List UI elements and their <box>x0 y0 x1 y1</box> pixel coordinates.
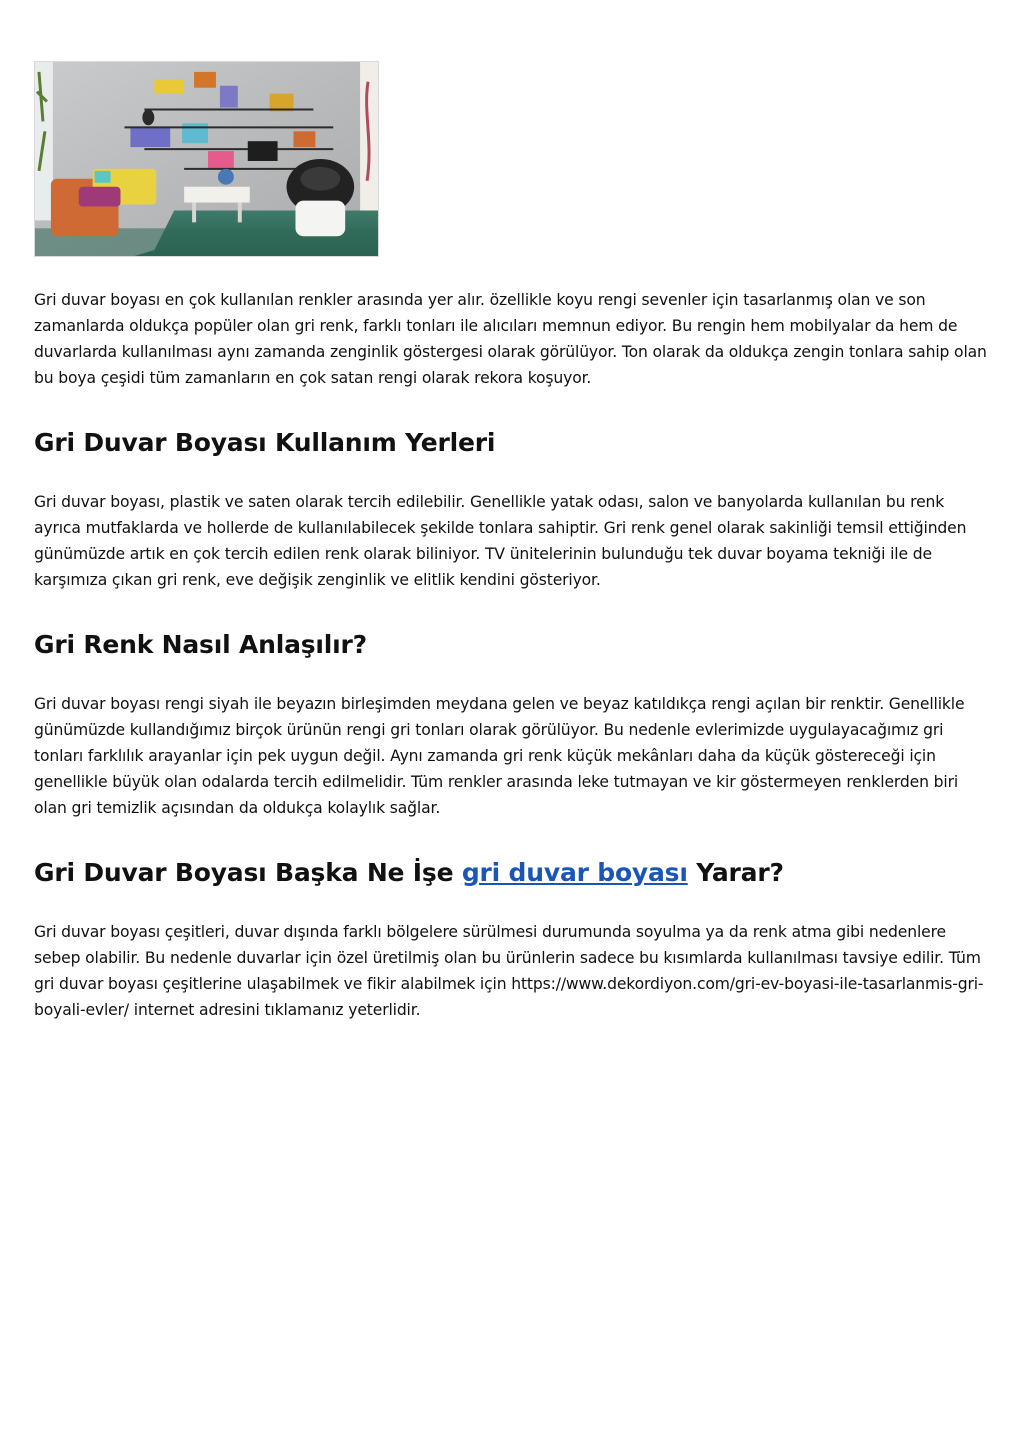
heading-text-after: Yarar? <box>687 858 784 887</box>
section-heading-usage: Gri Duvar Boyası Kullanım Yerleri <box>34 428 496 457</box>
gri-duvar-boyasi-link[interactable]: gri duvar boyası <box>461 858 688 887</box>
section-body-other-uses: Gri duvar boyası çeşitleri, duvar dışında farklı bölgelere sürülmesi durumunda soyulma ya da renk atma gibi nedenlere sebep olabilir. Bu nedenle duvarlar için özel üretilmiş olan bu ürünlerin sadece bu kısımlarda kullanılması tavsiye edilir. Tüm gri duvar boyası çeşitlerine ulaşabilmek ve fikir alabilmek için https://www.dekordiyon.com/gri-ev-boyasi-ile-tasarlanmis-gri-boyali-evler/ internet adresini tıklamanız yeterlidir. <box>34 923 984 1019</box>
living-room-photo <box>34 61 379 257</box>
section-heading-other-uses <box>34 857 992 889</box>
intro-paragraph: Gri duvar boyası en çok kullanılan renkler arasında yer alır. özellikle koyu rengi sevenler için tasarlanmış olan ve son zamanlarda oldukça popüler olan gri renk, farklı tonları ile alıcıları memnun ediyor. Bu rengin hem mobilyalar da hem de duvarlarda kullanılması aynı zamanda zenginlik göstergesi olarak görülüyor. Ton olarak da oldukça zengin tonlara sahip olan bu boya çeşidi tüm zamanların en çok satan rengi olarak rekora koşuyor. <box>34 291 987 387</box>
section-heading-recognize: Gri Renk Nasıl Anlaşılır? <box>34 630 367 659</box>
section-body-recognize: Gri duvar boyası rengi siyah ile beyazın birleşimden meydana gelen ve beyaz katıldıkça rengi açılan bir renktir. Genellikle günümüzde kullandığımız birçok ürünün rengi gri tonları olarak görülüyor. Bu nedenle evlerimizde uygulayacağımız gri tonları farklılık arayanlar için pek uygun değil. Aynı zamanda gri renk küçük mekânları daha da küçük göstereceği için genellikle büyük olan odalarda tercih edilmelidir. Tüm renkler arasında leke tutmayan ve kir göstermeyen renklerden biri olan gri temizlik açısından da oldukça kolaylık sağlar. <box>34 695 965 817</box>
document-page <box>34 61 992 1023</box>
heading-text-before: Gri Duvar Boyası Başka Ne İşe <box>34 858 462 887</box>
section-body-usage: Gri duvar boyası, plastik ve saten olarak tercih edilebilir. Genellikle yatak odası, salon ve banyolarda kullanılan bu renk ayrıca mutfaklarda ve hollerde de kullanılabilecek şekilde tonlara sahiptir. Gri renk genel olarak sakinliği temsil ettiğinden günümüzde artık en çok tercih edilen renk olarak biliniyor. TV ünitelerinin bulunduğu tek duvar boyama tekniği ile de karşımıza çıkan gri renk, eve değişik zenginlik ve elitlik kendini gösteriyor. <box>34 493 967 589</box>
